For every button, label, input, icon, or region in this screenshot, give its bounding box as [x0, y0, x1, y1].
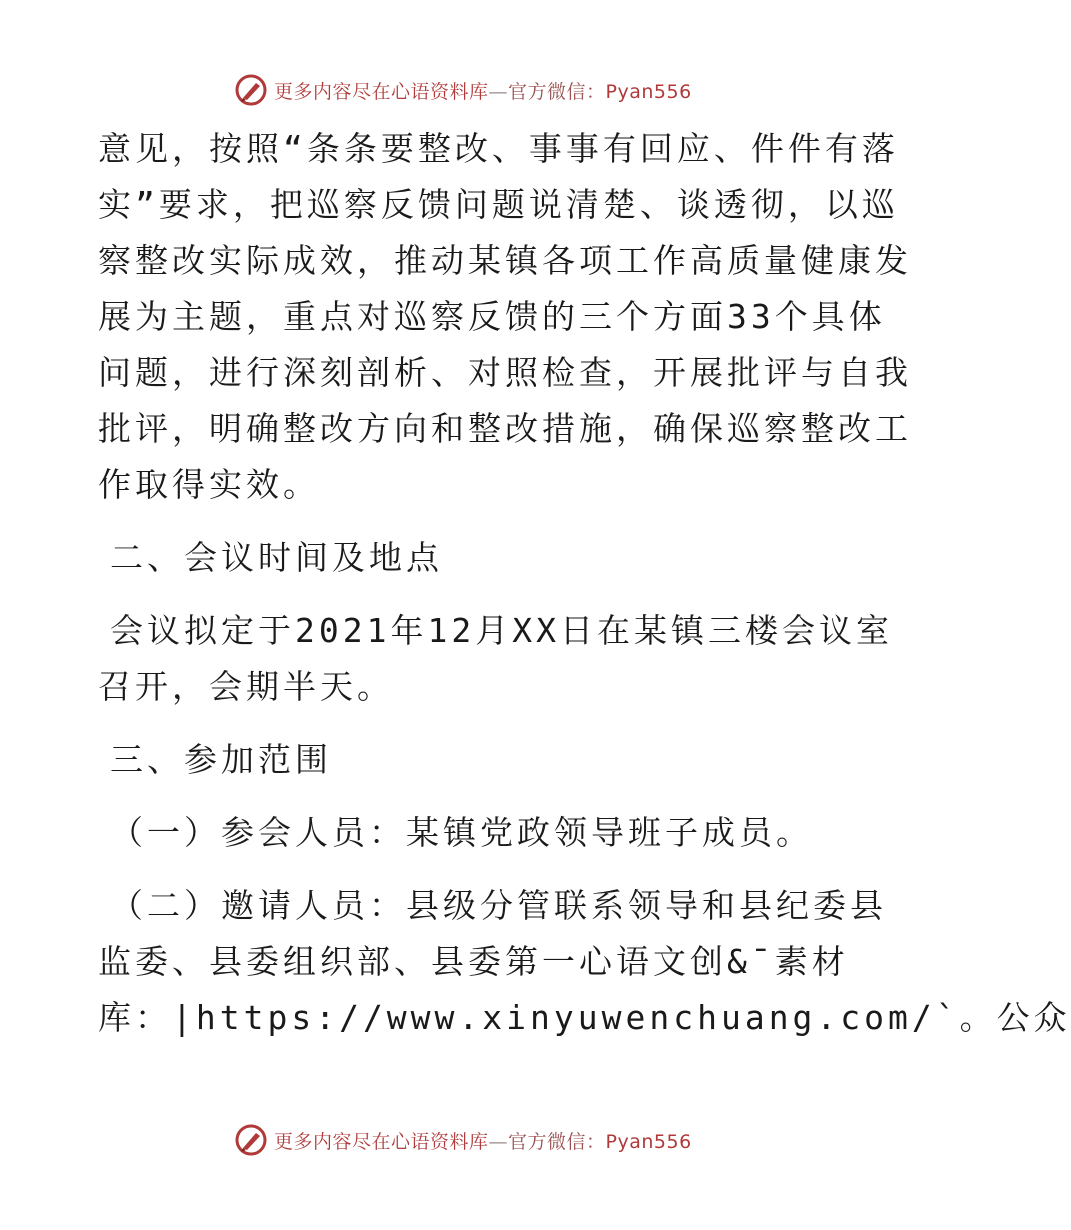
watermark-site: 更多内容尽在心语资料库 — [274, 1130, 489, 1153]
text-line: 实”要求，把巡察反馈问题说清楚、谈透彻，以巡 — [98, 185, 899, 224]
watermark-wechat-label: 官方微信： — [508, 1130, 606, 1153]
watermark-wechat-id: Pyan556 — [605, 80, 692, 103]
watermark-text — [274, 1127, 692, 1154]
section-heading-scope: 三、参加范围 — [110, 740, 332, 779]
text-line: 批评，明确整改方向和整改措施，确保巡察整改工 — [98, 409, 912, 448]
text-line: 察整改实际成效，推动某镇各项工作高质量健康发 — [98, 241, 912, 280]
pen-logo-icon — [234, 73, 268, 107]
watermark-dash: — — [488, 80, 509, 103]
watermark-footer — [234, 1120, 754, 1160]
watermark-wechat-label: 官方微信： — [508, 80, 606, 103]
text-line: 召开，会期半天。 — [98, 667, 394, 706]
watermark-dash: — — [488, 1130, 509, 1153]
text-line: 库：|https://www.xinyuwenchuang.com/`。公众 — [98, 998, 1071, 1037]
text-line: 监委、县委组织部、县委第一心语文创&¯素材 — [98, 942, 849, 981]
list-item-attendees: （一）参会人员：某镇党政领导班子成员。 — [110, 813, 813, 852]
pen-logo-icon — [234, 1123, 268, 1157]
watermark-text — [274, 77, 692, 104]
text-line: 展为主题，重点对巡察反馈的三个方面33个具体 — [98, 297, 886, 336]
watermark-wechat-id: Pyan556 — [605, 1130, 692, 1153]
list-item-invitees: （二）邀请人员：县级分管联系领导和县纪委县 — [110, 886, 887, 925]
document-body — [98, 121, 1071, 1046]
text-line: 问题，进行深刻剖析、对照检查，开展批评与自我 — [98, 353, 912, 392]
watermark-site: 更多内容尽在心语资料库 — [274, 80, 489, 103]
watermark-header — [234, 70, 754, 110]
section-heading-time-place: 二、会议时间及地点 — [110, 538, 443, 577]
text-line: 作取得实效。 — [98, 465, 320, 504]
text-line: 意见，按照“条条要整改、事事有回应、件件有落 — [98, 129, 899, 168]
text-line: 会议拟定于2021年12月XX日在某镇三楼会议室 — [110, 611, 893, 650]
